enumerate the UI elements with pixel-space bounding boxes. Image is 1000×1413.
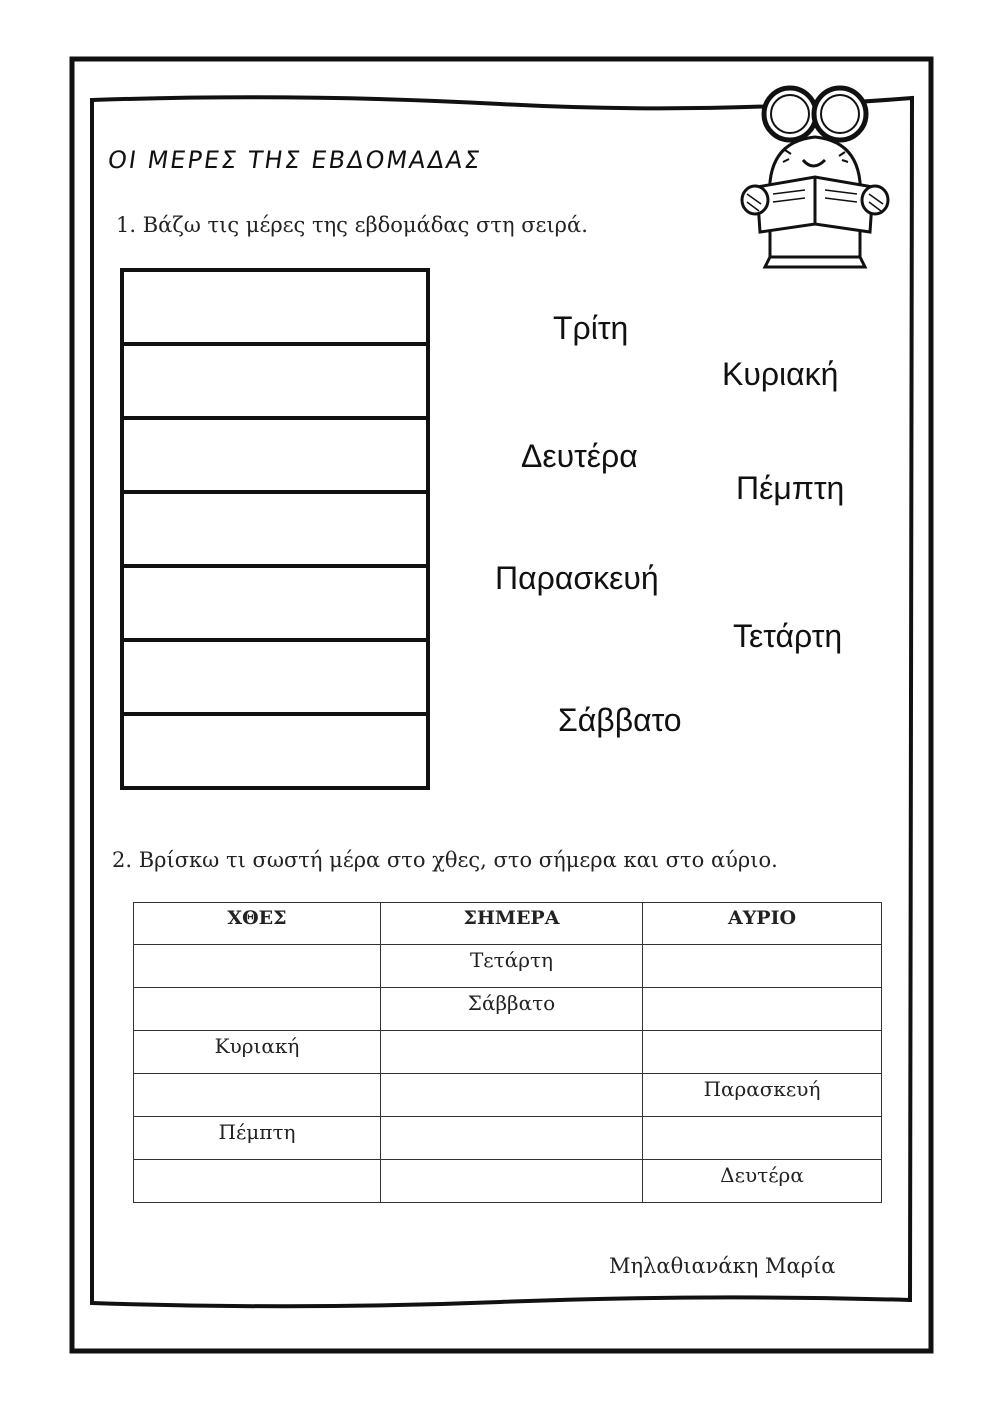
answer-box[interactable] — [124, 416, 426, 490]
table-cell: Τετάρτη — [381, 945, 643, 988]
author-name: Μηλαθιανάκη Μαρία — [609, 1254, 836, 1278]
header-yesterday: ΧΘΕΣ — [134, 903, 381, 945]
answer-box[interactable] — [124, 564, 426, 638]
table-cell[interactable] — [643, 1117, 882, 1160]
table-cell[interactable] — [643, 945, 882, 988]
draggable-word[interactable]: Κυριακή — [722, 356, 839, 392]
table-cell[interactable] — [134, 988, 381, 1031]
draggable-word[interactable]: Τετάρτη — [733, 618, 843, 654]
answer-box[interactable] — [124, 268, 426, 342]
days-table — [133, 902, 882, 1203]
table-cell[interactable] — [643, 1031, 882, 1074]
header-today: ΣΗΜΕΡΑ — [381, 903, 643, 945]
table-cell: Σάββατο — [381, 988, 643, 1031]
table-cell[interactable] — [381, 1031, 643, 1074]
table-cell[interactable] — [134, 1160, 381, 1203]
exercise2-instruction: 2. Βρίσκω τι σωστή μέρα στο χθες, στο σήμερα και στο αύριο. — [112, 848, 778, 872]
answer-box[interactable] — [124, 712, 426, 786]
draggable-word[interactable]: Σάββατο — [558, 702, 682, 738]
table-cell[interactable] — [643, 988, 882, 1031]
draggable-word[interactable]: Τρίτη — [553, 310, 629, 346]
table-cell: Παρασκευή — [643, 1074, 882, 1117]
answer-box[interactable] — [124, 490, 426, 564]
table-row — [134, 988, 882, 1031]
answer-box[interactable] — [124, 638, 426, 712]
header-tomorrow: ΑΥΡΙΟ — [643, 903, 882, 945]
page-title: ΟΙ ΜΕΡΕΣ ΤΗΣ ΕΒΔΟΜΑΔΑΣ — [106, 146, 484, 174]
table-row — [134, 1074, 882, 1117]
table-cell[interactable] — [134, 945, 381, 988]
exercise1-instruction: 1. Βάζω τις μέρες της εβδομάδας στη σειρά. — [116, 213, 588, 237]
table-cell: Πέμπτη — [134, 1117, 381, 1160]
table-row — [134, 1031, 882, 1074]
table-cell: Κυριακή — [134, 1031, 381, 1074]
draggable-word[interactable]: Παρασκευή — [495, 560, 659, 596]
table-cell: Δευτέρα — [643, 1160, 882, 1203]
table-row — [134, 1117, 882, 1160]
reading-pencil-mascot-icon — [735, 82, 895, 277]
table-row — [134, 1160, 882, 1203]
answer-box[interactable] — [124, 342, 426, 416]
table-cell[interactable] — [381, 1160, 643, 1203]
draggable-word[interactable]: Πέμπτη — [736, 470, 845, 506]
table-cell[interactable] — [381, 1074, 643, 1117]
table-cell[interactable] — [134, 1074, 381, 1117]
table-cell[interactable] — [381, 1117, 643, 1160]
table-header-row — [134, 903, 882, 945]
table-row — [134, 945, 882, 988]
draggable-word[interactable]: Δευτέρα — [521, 438, 638, 474]
answer-boxes — [120, 268, 430, 790]
